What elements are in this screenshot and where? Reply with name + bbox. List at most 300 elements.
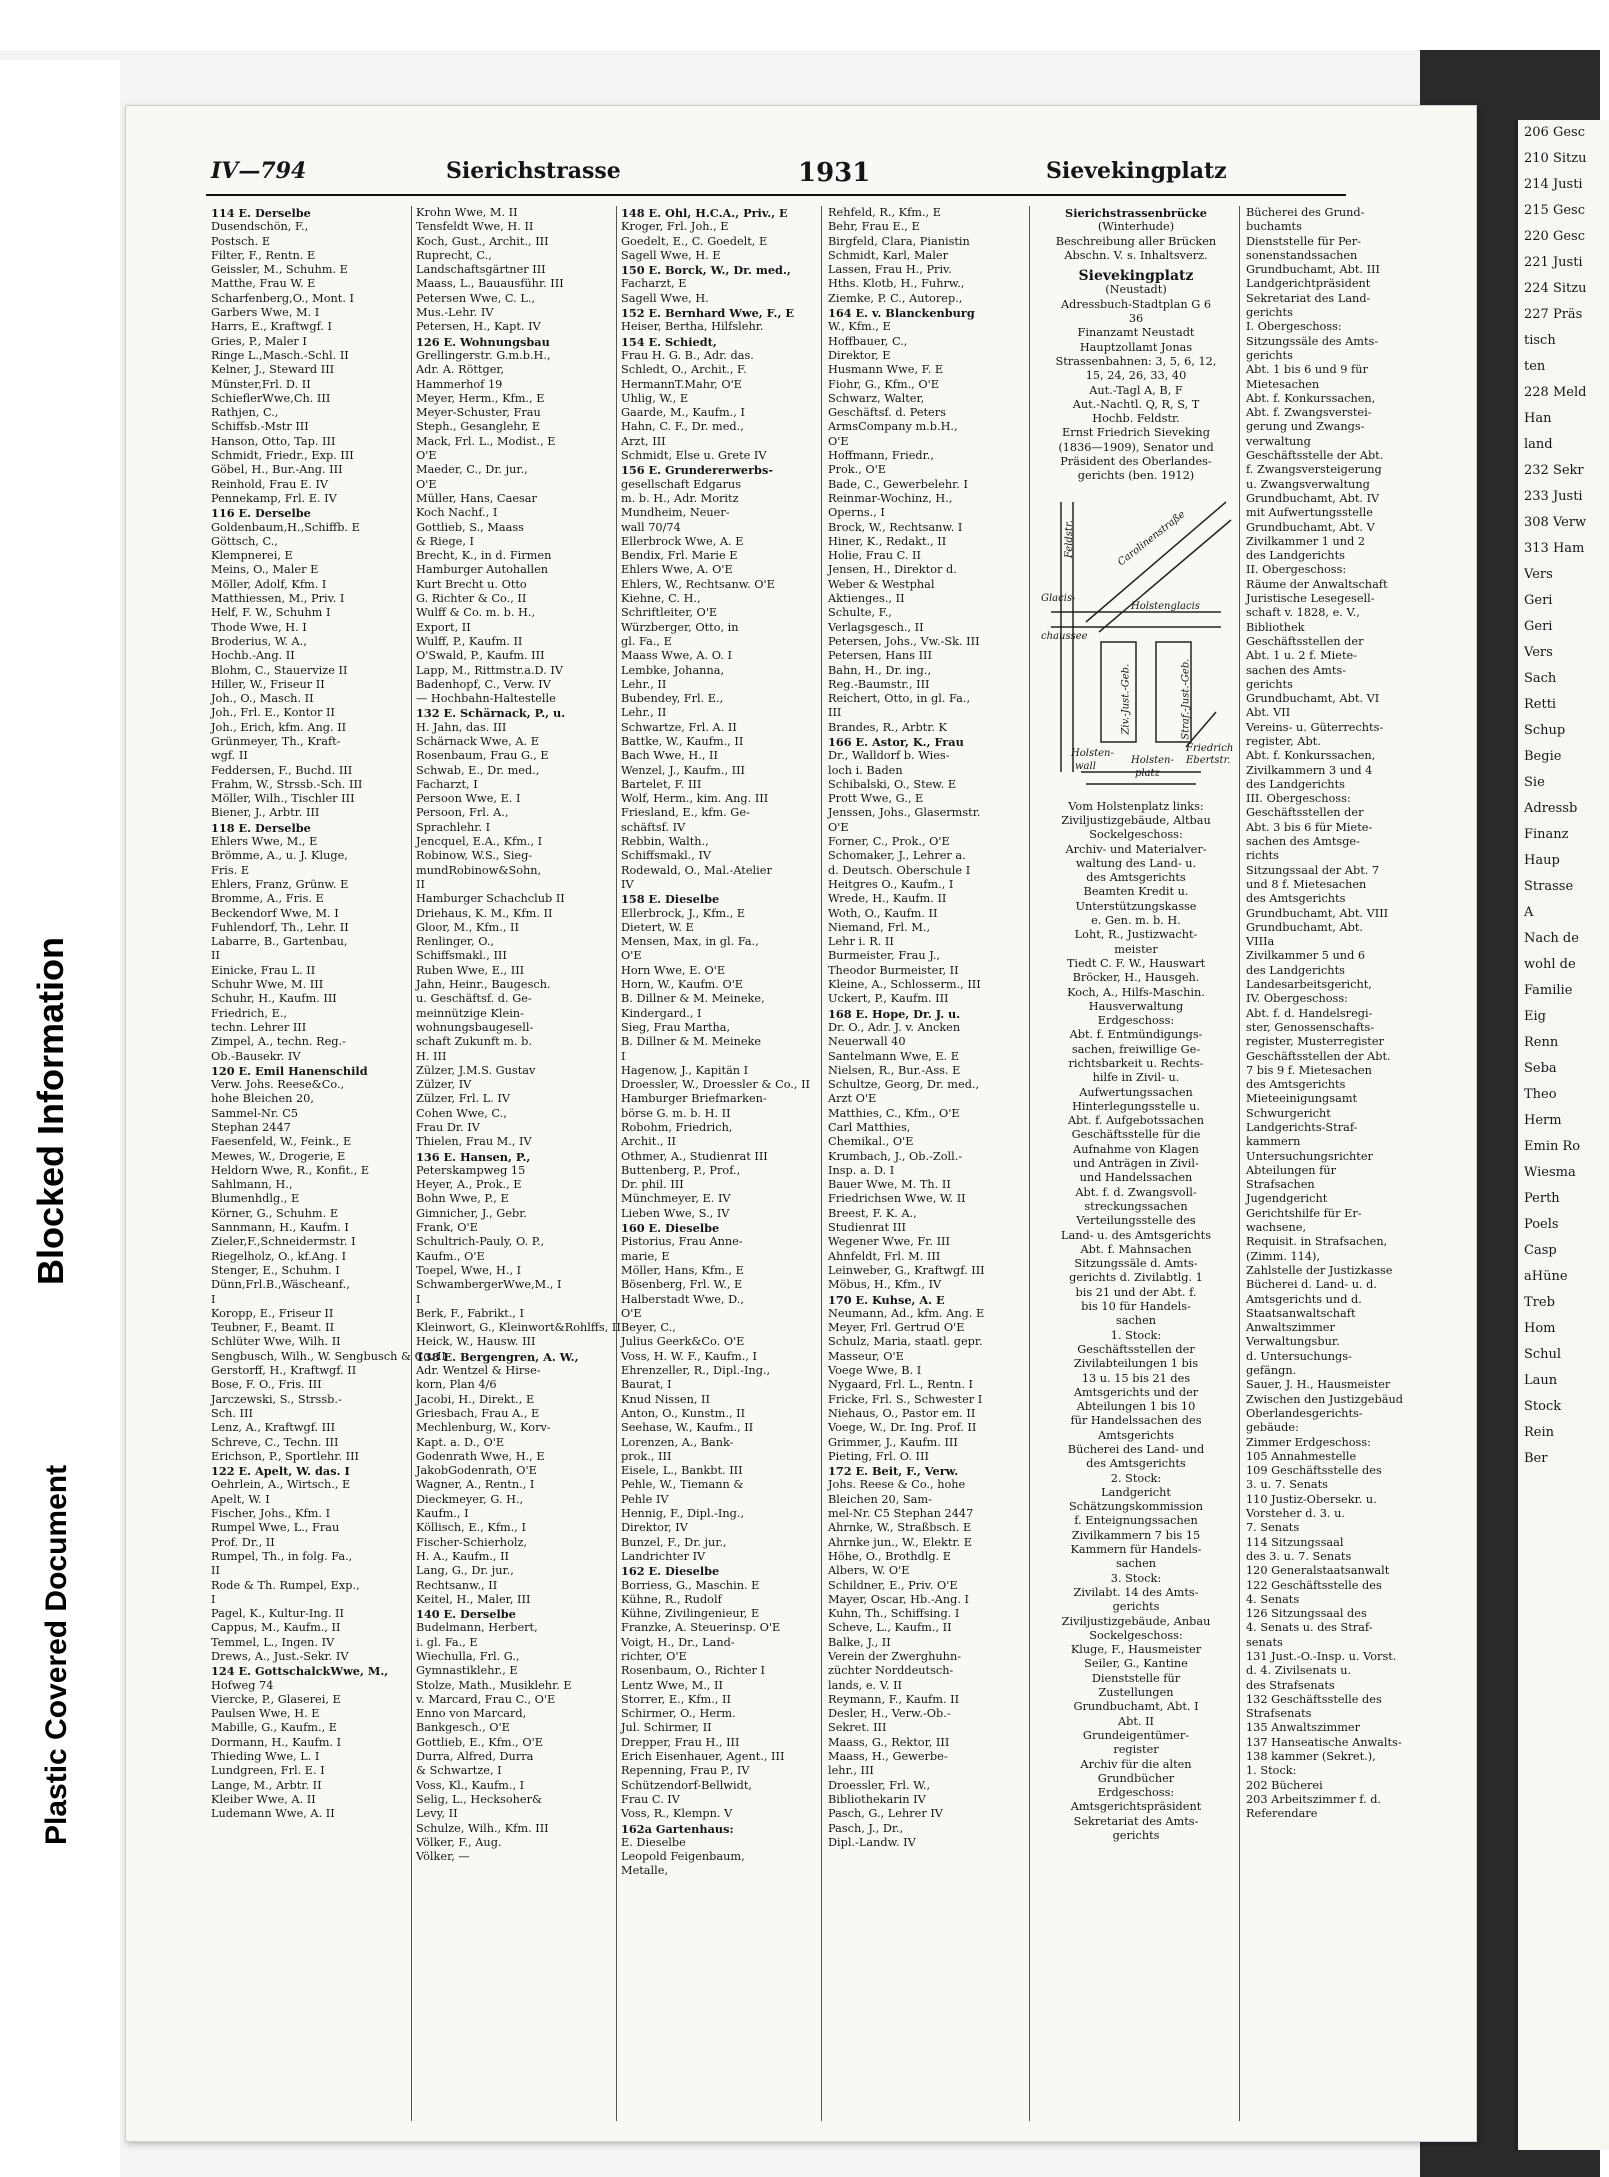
- directory-entry: 154 E. Schiedt,: [621, 334, 717, 349]
- court-entry: d. 4. Zivilsenats u.: [1246, 1664, 1352, 1678]
- directory-entry: Möller, Adolf, Kfm. I: [211, 577, 327, 591]
- directory-entry: Toepel, Wwe, H., I: [416, 1263, 522, 1277]
- directory-entry: Wulff, P., Kaufm. II: [416, 634, 523, 648]
- directory-entry: Bendix, Frl. Marie E: [621, 549, 738, 563]
- directory-entry: Dieckmeyer, G. H.,: [416, 1492, 524, 1506]
- court-entry: sachen: [1115, 1557, 1157, 1571]
- directory-entry: hohe Bleichen 20,: [211, 1092, 314, 1106]
- court-entry: VIIIa: [1246, 935, 1275, 949]
- directory-entry: Fricke, Frl. S., Schwester I: [828, 1392, 983, 1406]
- directory-entry: Tensfeldt Wwe, H. II: [416, 220, 534, 234]
- directory-entry: Bromme, A., Fris. E: [211, 892, 324, 906]
- court-entry: gerung und Zwangs-: [1246, 420, 1365, 434]
- directory-entry: Krumbach, J., Ob.-Zoll.-: [828, 1149, 963, 1163]
- directory-entry: Sprachlehr. I: [416, 820, 491, 834]
- directory-entry: Studienrat III: [828, 1221, 907, 1235]
- directory-entry: Gimnicher, J., Gebr.: [416, 1206, 527, 1220]
- directory-entry: Rode & Th. Rumpel, Exp.,: [211, 1578, 360, 1592]
- directory-entry: Friedrichsen Wwe, W. II: [828, 1192, 966, 1206]
- directory-entry: Viercke, P., Glaserei, E: [211, 1692, 341, 1706]
- directory-entry: Frau Dr. IV: [416, 1121, 480, 1134]
- directory-entry: Anton, O., Kunstm., II: [621, 1406, 746, 1420]
- directory-entry: H. Jahn, das. III: [416, 720, 507, 734]
- court-entry: 126 Sitzungssaal des: [1246, 1607, 1367, 1621]
- fragment-line: Stock: [1524, 1399, 1562, 1414]
- directory-entry: Hanson, Otto, Tap. III: [211, 434, 336, 448]
- directory-entry: Joh., Erich, kfm. Ang. II: [211, 720, 347, 734]
- directory-entry: Mewes, W., Drogerie, E: [211, 1149, 346, 1163]
- directory-entry: Stolze, Math., Musiklehr. E: [416, 1678, 572, 1692]
- court-entry: 3. Stock:: [1110, 1571, 1162, 1585]
- court-directory: [1036, 800, 1236, 1844]
- directory-entry: Meyer, Frl. Gertrud O'E: [828, 1321, 965, 1335]
- directory-entry: Maass, L., Bauausführ. III: [416, 277, 564, 291]
- directory-entry: H. III: [416, 1049, 447, 1063]
- directory-entry: II: [416, 877, 425, 891]
- directory-entry: Dr., Walldorf b. Wies-: [828, 749, 950, 763]
- fragment-line: land: [1524, 437, 1553, 452]
- directory-entry: Ringe L.,Masch.-Schl. II: [211, 348, 349, 362]
- court-entry: Strafsenats: [1246, 1707, 1312, 1721]
- directory-entry: Jensen, H., Direktor d.: [828, 563, 957, 577]
- directory-entry: Mayer, Oscar, Hb.-Ang. I: [828, 1592, 969, 1606]
- directory-entry: Wulff & Co. m. b. H.,: [416, 606, 536, 620]
- map-label-wall: wall: [1075, 760, 1096, 772]
- directory-entry: Thielen, Frau M., IV: [416, 1135, 532, 1149]
- directory-entry: E. Dieselbe: [621, 1835, 686, 1849]
- map-label-holsten-2: Holsten-: [1131, 754, 1174, 766]
- court-entry: Landesarbeitsgericht,: [1246, 978, 1372, 992]
- fragment-line: 308 Verw: [1524, 515, 1587, 530]
- directory-entry: Schmidt, Friedr., Exp. III: [211, 449, 354, 463]
- court-entry: Abt. 1 u. 2 f. Miete-: [1246, 649, 1357, 663]
- court-entry: Grundbuchamt, Abt. IV: [1246, 491, 1380, 505]
- directory-entry: Ziemke, P. C., Autorep.,: [828, 291, 963, 305]
- directory-entry: Voss, H. W. F., Kaufm., I: [621, 1349, 757, 1363]
- directory-entry: prok., III: [621, 1449, 672, 1463]
- directory-entry: Aktienges., II: [828, 592, 905, 606]
- directory-entry: Borriess, G., Maschin. E: [621, 1578, 760, 1592]
- directory-entry: II: [211, 1564, 220, 1578]
- court-entry: Landgerichts-Straf-: [1246, 1121, 1358, 1134]
- directory-entry: Schriftleiter, O'E: [621, 606, 718, 620]
- directory-entry: Hammerhof 19: [416, 377, 503, 391]
- map-label-holsten-1: Holsten-: [1071, 747, 1114, 759]
- directory-entry: Ruprecht, C.,: [416, 248, 492, 262]
- fragment-line: 313 Ham: [1524, 541, 1585, 556]
- court-entry: I. Obergeschoss:: [1246, 320, 1342, 334]
- directory-entry: Schultze, Georg, Dr. med.,: [828, 1078, 980, 1092]
- directory-entry: Rebbin, Walth.,: [621, 835, 709, 849]
- court-entry: Dienststelle für Per-: [1246, 234, 1361, 248]
- directory-entry: Uckert, P., Kaufm. III: [828, 992, 949, 1006]
- directory-entry: Johs. Reese & Co., hohe: [828, 1478, 966, 1492]
- fragment-line: Schup: [1524, 723, 1566, 738]
- court-entry: des Landgerichts: [1246, 963, 1345, 977]
- directory-entry: Schomaker, J., Lehrer a.: [828, 849, 966, 863]
- directory-entry: Brömme, A., u. J. Kluge,: [211, 849, 348, 863]
- directory-entry: wohnungsbaugesell-: [416, 1020, 534, 1034]
- directory-entry: Lehr i. R. II: [828, 935, 894, 949]
- court-entry: Vom Holstenplatz links:: [1068, 799, 1204, 813]
- court-entry: waltung des Land- u.: [1075, 856, 1197, 870]
- directory-entry: O'Swald, P., Kaufm. III: [416, 649, 545, 663]
- directory-entry: Feddersen, F., Buchd. III: [211, 763, 353, 777]
- court-entry: Grundbuchamt, Abt. III: [1246, 263, 1380, 277]
- directory-entry: Harrs, E., Kraftwgf. I: [211, 320, 333, 334]
- court-entry: Tiedt C. F. W., Hauswart: [1066, 956, 1206, 970]
- directory-entry: Mundheim, Neuer-: [621, 506, 730, 520]
- directory-entry: Kühne, R., Rudolf: [621, 1592, 722, 1606]
- court-entry: des Amtsgerichts: [1086, 871, 1186, 885]
- directory-entry: Leopold Feigenbaum,: [621, 1850, 745, 1864]
- directory-entry: Landrichter IV: [621, 1549, 706, 1563]
- directory-entry: Knud Nissen, II: [621, 1392, 710, 1406]
- directory-entry: Meyer-Schuster, Frau: [416, 406, 541, 420]
- directory-entry: Pehle IV: [621, 1492, 669, 1506]
- directory-entry: Robohm, Friedrich,: [621, 1121, 733, 1134]
- directory-entry: Stephan 2447: [211, 1121, 291, 1134]
- directory-entry: Fiohr, G., Kfm., O'E: [828, 377, 939, 391]
- directory-entry: Sannmann, H., Kaufm. I: [211, 1221, 349, 1235]
- fragment-line: Laun: [1524, 1373, 1558, 1388]
- directory-entry: Schuhr, H., Kaufm. III: [211, 992, 337, 1006]
- directory-entry: I: [416, 1292, 421, 1306]
- directory-entry: 122 E. Apelt, W. das. I: [211, 1464, 350, 1479]
- court-entry: Landgericht: [1101, 1485, 1171, 1499]
- directory-entry: Schildner, E., Priv. O'E: [828, 1578, 958, 1592]
- fragment-line: Geri: [1524, 593, 1553, 608]
- directory-entry: Baurat, I: [621, 1378, 672, 1392]
- court-entry: 114 Sitzungssaal: [1246, 1535, 1344, 1549]
- fragment-line: 224 Sitzu: [1524, 281, 1587, 296]
- directory-entry: Fuhlendorf, Th., Lehr. II: [211, 920, 349, 934]
- court-entry: kammern: [1246, 1135, 1301, 1149]
- court-entry: Sitzungssäle d. Amts-: [1074, 1257, 1198, 1271]
- fragment-line: Vers: [1524, 645, 1553, 660]
- directory-entry: Grünmeyer, Th., Kraft-: [211, 734, 341, 748]
- map-label-glacis: Glacis-: [1041, 592, 1076, 604]
- directory-entry: Bose, F. O., Fris. III: [211, 1378, 322, 1392]
- directory-entry: v. Marcard, Frau C., O'E: [416, 1692, 556, 1706]
- directory-entry: Matthies, C., Kfm., O'E: [828, 1106, 960, 1120]
- court-entry: Sitzungssäle des Amts-: [1246, 334, 1379, 348]
- court-entry: Anwaltszimmer: [1246, 1321, 1335, 1335]
- court-entry: Land- u. des Amtsgerichts: [1061, 1228, 1211, 1242]
- directory-entry: Hahn, C. F., Dr. med.,: [621, 420, 744, 434]
- directory-entry: Voege Wwe, B. I: [828, 1364, 922, 1378]
- directory-entry: Schultrich-Pauly, O. P.,: [416, 1235, 545, 1249]
- directory-entry: I: [211, 1292, 216, 1306]
- fragment-line: 228 Meld: [1524, 385, 1587, 400]
- directory-entry: Apelt, W. I: [211, 1492, 270, 1506]
- court-entry: 122 Geschäftsstelle des: [1246, 1578, 1382, 1592]
- map-label-zivil: Ziv.-Just.-Geb.: [1120, 663, 1132, 735]
- directory-entry: Gottlieb, S., Maass: [416, 520, 524, 534]
- directory-entry: Bleichen 20, Sam-: [828, 1492, 932, 1506]
- directory-entry: Jacobi, H., Direkt., E: [416, 1392, 535, 1406]
- directory-entry: Gaarde, M., Kaufm., I: [621, 406, 745, 420]
- directory-entry: Frahm, W., Strssb.-Sch. III: [211, 777, 363, 791]
- directory-entry: Burmeister, Frau J.,: [828, 949, 941, 963]
- directory-entry: Horn, W., Kaufm. O'E: [621, 978, 744, 992]
- court-entry: Geschäftsstellen der: [1246, 806, 1364, 820]
- directory-entry: Geschäftsf. d. Peters: [828, 406, 946, 420]
- court-entry: register, Abt.: [1246, 734, 1321, 748]
- directory-entry: Fischer-Schierholz,: [416, 1535, 528, 1549]
- directory-entry: Reinmar-Wochinz, H.,: [828, 491, 953, 505]
- court-entry: III. Obergeschoss:: [1246, 792, 1351, 806]
- directory-entry: Schiffsb.-Mstr III: [211, 420, 309, 434]
- fragment-line: Strasse: [1524, 879, 1574, 894]
- court-entry: d. Untersuchungs-: [1246, 1349, 1352, 1363]
- court-entry: Amtsgerichts: [1097, 1428, 1175, 1442]
- directory-entry: Rechtsanw., II: [416, 1578, 498, 1592]
- court-entry: II. Obergeschoss:: [1246, 563, 1347, 577]
- fragment-line: Herm: [1524, 1113, 1562, 1128]
- directory-entry: Arzt O'E: [828, 1092, 877, 1106]
- directory-entry: Matthiessen, M., Priv. I: [211, 592, 345, 606]
- place-info-line: Strassenbahnen: 3, 5, 6, 12,: [1055, 354, 1217, 368]
- directory-entry: Bach Wwe, H., II: [621, 749, 718, 763]
- fragment-line: Hom: [1524, 1321, 1556, 1336]
- directory-entry: 156 E. Grundererwerbs-: [621, 463, 774, 478]
- court-entry: Räume der Anwaltschaft: [1246, 577, 1388, 591]
- directory-entry: Garbers Wwe, M. I: [211, 306, 320, 320]
- directory-entry: Niehaus, O., Pastor em. II: [828, 1406, 976, 1420]
- directory-entry: Mechlenburg, W., Korv-: [416, 1421, 551, 1435]
- directory-entry: 126 E. Wohnungsbau: [416, 334, 550, 349]
- directory-entry: Müller, Hans, Caesar: [416, 491, 537, 505]
- directory-entry: ArmsCompany m.b.H.,: [828, 420, 958, 434]
- place-info-line: Finanzamt Neustadt: [1077, 326, 1195, 340]
- directory-entry: Kindergard., I: [621, 1006, 702, 1020]
- directory-entry: Weber & Westphal: [828, 577, 935, 591]
- directory-entry: Goldenbaum,H.,Schiffb. E: [211, 520, 360, 534]
- directory-entry: 168 E. Hope, Dr. J. u.: [828, 1006, 961, 1021]
- fragment-line: Retti: [1524, 697, 1557, 712]
- directory-entry: züchter Norddeutsch-: [828, 1664, 954, 1678]
- court-entry: u. Zwangsverwaltung: [1246, 477, 1370, 491]
- directory-entry: Maeder, C., Dr. jur.,: [416, 463, 528, 477]
- court-entry: streckungssachen: [1084, 1199, 1188, 1213]
- court-entry: f. Zwangsversteigerung: [1246, 463, 1382, 477]
- directory-entry: Insp. a. D. I: [828, 1163, 895, 1177]
- directory-entry: Prof. Dr., II: [211, 1535, 275, 1549]
- directory-entry: Holie, Frau C. II: [828, 549, 921, 563]
- directory-entry: Zülzer, Frl. L. IV: [416, 1092, 511, 1106]
- directory-entry: Zimpel, A., techn. Reg.-: [211, 1035, 346, 1049]
- directory-entry: Repenning, Frau P., IV: [621, 1764, 750, 1778]
- place-info-line: Hauptzollamt Jonas: [1079, 340, 1193, 354]
- directory-entry: gl. Fa., E: [621, 634, 672, 648]
- court-entry: Bücherei des Grund-: [1246, 206, 1365, 219]
- court-entry: f. Enteignungssachen: [1074, 1514, 1198, 1528]
- directory-entry: Peterskampweg 15: [416, 1163, 526, 1177]
- location-map: [1041, 492, 1234, 792]
- directory-entry: Wiechulla, Frl. G.,: [416, 1649, 520, 1663]
- court-entry: register, Musterregister: [1246, 1035, 1384, 1049]
- directory-entry: Uhlig, W., E: [621, 391, 689, 405]
- fragment-line: Perth: [1524, 1191, 1560, 1206]
- directory-entry: Friedrich, E.,: [211, 1006, 287, 1020]
- cover-sidebar: [0, 60, 120, 2177]
- place-info-line: Aut.-Tagl A, B, F: [1089, 383, 1183, 397]
- directory-entry: Reymann, F., Kaufm. II: [828, 1692, 960, 1706]
- court-entry: Zustellungen: [1098, 1686, 1174, 1700]
- directory-entry: Brandes, R., Arbtr. K: [828, 720, 947, 734]
- directory-entry: Griesbach, Frau A., E: [416, 1406, 540, 1420]
- fragment-line: Treb: [1524, 1295, 1555, 1310]
- fragment-line: 221 Justi: [1524, 255, 1583, 270]
- directory-entry: Bauer Wwe, M. Th. II: [828, 1178, 951, 1192]
- fragment-line: aHüne: [1524, 1269, 1568, 1284]
- directory-entry: Filter, F., Rentn. E: [211, 248, 316, 262]
- directory-entry: Ob.-Bausekr. IV: [211, 1049, 301, 1063]
- directory-entry: Budelmann, Herbert,: [416, 1621, 538, 1635]
- directory-entry: Einicke, Frau L. II: [211, 963, 316, 977]
- court-entry: Grundbuchamt, Abt. I: [1073, 1700, 1199, 1714]
- court-entry: Archiv für die alten: [1080, 1757, 1192, 1771]
- court-entry: Sekretariat des Land-: [1246, 291, 1371, 305]
- court-entry: Sockelgeschoss:: [1089, 828, 1183, 842]
- directory-entry: Geissler, M., Schuhm. E: [211, 263, 348, 277]
- directory-entry: Drews, A., Just.-Sekr. IV: [211, 1649, 349, 1663]
- directory-entry: Halberstadt Wwe, D.,: [621, 1292, 744, 1306]
- court-entry: Aufwertungssachen: [1079, 1085, 1193, 1099]
- directory-entry: Ahrnke jun., W., Elektr. E: [828, 1535, 972, 1549]
- fragment-line: 233 Justi: [1524, 489, 1583, 504]
- directory-entry: Möller, Wilh., Tischler III: [211, 792, 355, 806]
- page-header: [126, 158, 1476, 188]
- directory-entry: Lentz Wwe, M., II: [621, 1678, 723, 1692]
- directory-entry: Pagel, K., Kultur-Ing. II: [211, 1607, 344, 1621]
- directory-entry: 162 E. Dieselbe: [621, 1564, 720, 1579]
- court-entry: 203 Arbeitszimmer f. d.: [1246, 1792, 1382, 1806]
- directory-entry: Joh., Frl. E., Kontor II: [211, 706, 335, 720]
- directory-entry: Voss, Kl., Kaufm., I: [416, 1778, 525, 1792]
- directory-entry: Schiffsmakl., IV: [621, 849, 712, 863]
- directory-entry: Hamburger Schachclub II: [416, 892, 565, 906]
- directory-entry: Blohm, C., Stauervize II: [211, 663, 348, 677]
- adjacent-page-fragment: [1515, 120, 1609, 2150]
- court-entry: des Amtsgerichts: [1246, 892, 1346, 906]
- directory-entry: Cohen Wwe, C.,: [416, 1106, 507, 1120]
- directory-entry: schäftsf. IV: [621, 820, 686, 834]
- year-title: 1931: [798, 158, 871, 188]
- directory-entry: Landschaftsgärtner III: [416, 263, 546, 277]
- directory-entry: Brock, W., Rechtsanw. I: [828, 520, 963, 534]
- directory-entry: börse G. m. b. H. II: [621, 1106, 731, 1120]
- directory-entry: Niemand, Frl. M.,: [828, 920, 931, 934]
- directory-entry: Gloor, M., Kfm., II: [416, 920, 519, 934]
- directory-entry: Hoffbauer, C.,: [828, 334, 908, 348]
- directory-entry: Göttsch, C.,: [211, 534, 278, 548]
- directory-entry: Matthe, Frau W. E: [211, 277, 316, 291]
- fragment-line: Han: [1524, 411, 1552, 426]
- directory-entry: IV: [621, 877, 634, 891]
- directory-entry: Sch. III: [211, 1406, 253, 1420]
- column-6: [1246, 206, 1441, 2121]
- directory-entry: 114 E. Derselbe: [211, 206, 311, 220]
- court-entry: sachen des Amtsge-: [1246, 835, 1360, 849]
- court-entry: Hinterlegungsstelle u.: [1072, 1099, 1200, 1113]
- court-entry: Erdgeschoss:: [1097, 1014, 1175, 1028]
- court-entry: Requisit. in Strafsachen,: [1246, 1235, 1388, 1249]
- directory-entry: Bade, C., Gewerbelehr. I: [828, 477, 968, 491]
- directory-entry: Kapt. a. D., O'E: [416, 1435, 505, 1449]
- directory-entry: Schulze, Wilh., Kfm. III: [416, 1821, 549, 1835]
- court-entry: des Landgerichts: [1246, 549, 1345, 563]
- directory-entry: lehr., III: [828, 1764, 874, 1778]
- directory-entry: Kleiber Wwe, A. II: [211, 1792, 316, 1806]
- fragment-line: Adressb: [1524, 801, 1578, 816]
- directory-entry: Nielsen, R., Bur.-Ass. E: [828, 1063, 961, 1077]
- directory-entry: Woth, O., Kaufm. II: [828, 906, 938, 920]
- fragment-line: Familie: [1524, 983, 1573, 998]
- directory-entry: Frau H. G. B., Adr. das.: [621, 348, 754, 362]
- court-entry: Schwurgericht: [1246, 1106, 1331, 1120]
- court-entry: gerichts: [1246, 306, 1293, 320]
- bridge-note: Beschreibung aller Brücken Abschn. V. s. Inhaltsverz.: [1055, 234, 1217, 262]
- directory-entry: 118 E. Derselbe: [211, 820, 311, 835]
- directory-entry: Ahrnke, W., Straßbsch. E: [828, 1521, 972, 1535]
- directory-entry: Godenrath Wwe, H., E: [416, 1449, 545, 1463]
- place-info-line: (1836—1909), Senator und: [1058, 440, 1214, 454]
- directory-entry: Klempnerei, E: [211, 549, 293, 563]
- directory-entry: Reg.-Baumstr., III: [828, 677, 930, 691]
- directory-entry: Schärnack Wwe, A. E: [416, 734, 539, 748]
- directory-entry: Leinweber, G., Kraftwgf. III: [828, 1263, 985, 1277]
- fragment-line: Eig: [1524, 1009, 1546, 1024]
- court-entry: Koch, A., Hilfs-Maschin.: [1067, 985, 1205, 999]
- directory-entry: Fischer, Johs., Kfm. I: [211, 1507, 331, 1521]
- court-entry: mit Aufwertungsstelle: [1246, 506, 1373, 520]
- court-entry: Abt. VII: [1246, 706, 1291, 720]
- directory-entry: i. gl. Fa., E: [416, 1635, 478, 1649]
- directory-entry: lands, e. V. II: [828, 1678, 902, 1692]
- directory-entry: Hennig, F., Dipl.-Ing.,: [621, 1507, 745, 1521]
- court-entry: Geschäftsstelle für die: [1071, 1128, 1201, 1142]
- directory-entry: Metalle,: [621, 1864, 669, 1878]
- directory-entry: Bösenberg, Frl. W., E: [621, 1278, 743, 1292]
- directory-entry: Wenzel, J., Kaufm., III: [621, 763, 746, 777]
- court-entry: gebäude:: [1246, 1421, 1299, 1435]
- court-entry: Zivilkammer 1 und 2: [1246, 534, 1366, 548]
- place-info-line: Adressbuch-Stadtplan G 6: [1060, 297, 1212, 311]
- court-entry: Aufnahme von Klagen: [1073, 1142, 1199, 1156]
- directory-entry: Theodor Burmeister, II: [828, 963, 959, 977]
- court-entry: bis 10 für Handels-: [1081, 1300, 1191, 1314]
- directory-entry: Broderius, W. A.,: [211, 634, 307, 648]
- court-entry: Zivilabt. 14 des Amts-: [1073, 1585, 1199, 1599]
- directory-entry: Prok., O'E: [828, 463, 887, 477]
- directory-entry: Fris. E: [211, 863, 250, 877]
- directory-entry: Prott Wwe, G., E: [828, 792, 924, 806]
- court-entry: gerichts d. Zivilabtlg. 1: [1069, 1271, 1203, 1285]
- court-entry: Juristische Lesegesell-: [1246, 592, 1375, 606]
- place-info: [1036, 298, 1236, 484]
- directory-entry: Buttenberg, P., Prof.,: [621, 1163, 741, 1177]
- directory-entry: B. Dillner & M. Meineke,: [621, 992, 765, 1006]
- court-entry: 132 Geschäftsstelle des: [1246, 1692, 1382, 1706]
- directory-entry: Koropp, E., Friseur II: [211, 1306, 334, 1320]
- court-entry: Abt. f. d. Handelsregi-: [1246, 1006, 1373, 1020]
- directory-entry: Ellerbrock Wwe, A. E: [621, 534, 744, 548]
- directory-entry: Maass Wwe, A. O. I: [621, 649, 732, 663]
- directory-entry: richter, O'E: [621, 1649, 687, 1663]
- fragment-line: 206 Gesc: [1524, 125, 1585, 140]
